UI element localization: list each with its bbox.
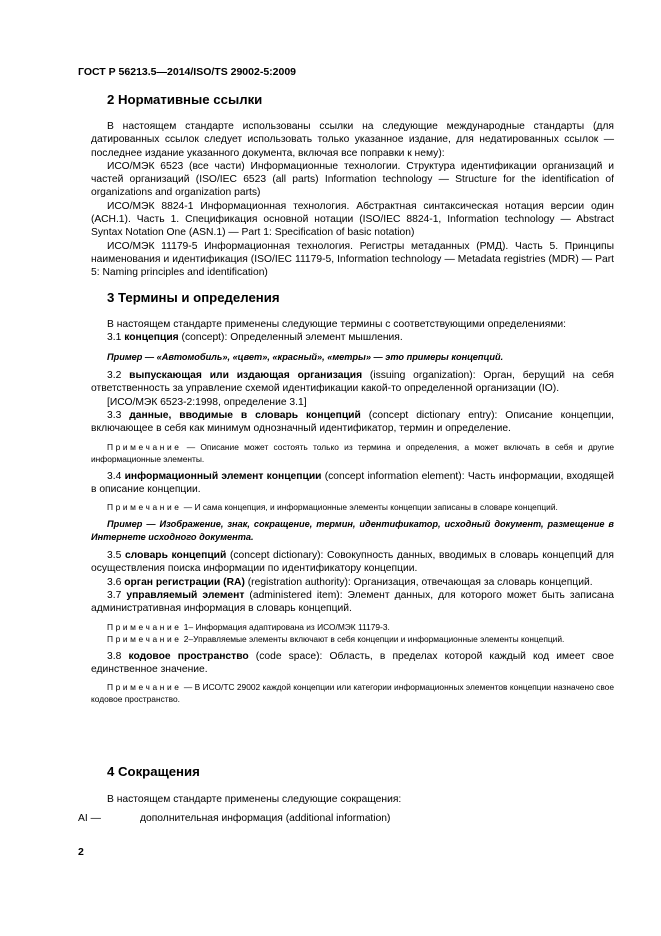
- section-4-title: 4 Сокращения: [107, 764, 200, 779]
- section-2-body: [91, 120, 614, 280]
- term-3-2-reference: [ИСО/МЭК 6523-2:1998, определение 3.1]: [107, 396, 307, 408]
- term-number: 3.7: [107, 590, 122, 602]
- term-3-7: [91, 589, 614, 616]
- s4-intro: В настоящем стандарте применены следующие сокращения:: [107, 794, 402, 805]
- term-number: 3.2: [107, 370, 122, 382]
- note-text: 1– Информация адаптирована из ИСО/МЭК 11179-3.: [181, 621, 390, 632]
- term-number: 3.3: [107, 409, 122, 421]
- note-label: Примечание: [107, 502, 182, 513]
- s2-paragraph: В настоящем стандарте использованы ссылки на следующие международные стандарты (для датированных ссылок следует использовать только указанное издание, для недатированных ссылок — последнее издание указанного документа, включая все поправки к нему):: [91, 121, 614, 159]
- example-2: Пример — Изображение, знак, сокращение, термин, идентификатор, исходный документ, размещение в Интернете исходного документа.: [91, 519, 614, 542]
- example-1: Пример — «Автомобиль», «цвет», «красный», «метры» — это примеры концепций.: [107, 351, 504, 362]
- section-3-title: 3 Термины и определения: [107, 290, 280, 305]
- term-definition: (concept information element): Часть информации, входящей в описание концепции.: [91, 470, 614, 495]
- term-definition: (concept dictionary entry): Описание концепции, включающее в себя как минимум однозначный идентификатор, термин и определение.: [91, 409, 614, 435]
- note-3-7-1: [91, 621, 614, 633]
- term-name: данные, вводимые в словарь концепций: [129, 409, 361, 421]
- term-definition: (registration authority): Организация, отвечающая за словарь концепций.: [244, 576, 593, 588]
- term-3-3: [91, 409, 614, 436]
- note-label: Примечание: [107, 441, 182, 452]
- term-3-2: [91, 369, 614, 396]
- term-number: 3.1: [107, 332, 122, 344]
- term-name: словарь концепций: [124, 550, 227, 562]
- note-3-3: [91, 441, 614, 465]
- s2-reference-8824: ИСО/МЭК 8824-1 Информационная технология. Абстрактная синтаксическая нотация версии один (АСН.1). Часть 1. Спецификация основной нотации (ISO/IEC 8824-1, Information technology — Abstract Syntax Notation One (ASN.1) — Part 1: Specification of basic notation): [91, 200, 614, 239]
- document-header: ГОСТ Р 56213.5—2014/ISO/TS 29002-5:2009: [78, 66, 297, 78]
- term-3-4: [91, 470, 614, 497]
- term-name: информационный элемент концепции: [124, 470, 322, 482]
- note-text: — В ИСО/ТС 29002 каждой концепции или категории информационных элементов концепции назначено свое кодовое пространство.: [91, 682, 614, 705]
- term-name: управляемый элемент: [126, 590, 245, 602]
- abbreviation-definition: дополнительная информация (additional information): [140, 813, 391, 824]
- term-3-8: [91, 650, 614, 677]
- s3-intro: В настоящем стандарте применены следующие термины с соответствующими определениями:: [107, 319, 567, 330]
- note-text: — Описание может состоять только из термина и определения, а может включать в себя и другие информационные элементы.: [91, 441, 614, 464]
- term-definition: (concept dictionary): Совокупность данных, вводимых в словарь концепций для осуществления поиска информации по идентификатору концепции.: [91, 550, 614, 575]
- term-number: 3.6: [107, 576, 122, 588]
- term-name: концепция: [124, 332, 179, 344]
- term-3-6: [91, 576, 614, 589]
- section-4-body: [91, 793, 614, 806]
- term-definition: (issuing organization): Орган, берущий на себя ответственность за управление схемой идентификации какой-то определенной организации (IO).: [91, 370, 614, 395]
- term-number: 3.8: [107, 650, 122, 662]
- term-name: орган регистрации (RA): [124, 576, 245, 588]
- note-text: — И сама концепция, и информационные элементы концепции записаны в словаре концепций.: [181, 502, 558, 513]
- term-definition: (code space): Область, в пределах которой каждый код имеет свое единственное значение.: [91, 650, 614, 675]
- note-3-4: [91, 501, 614, 513]
- term-name: кодовое пространство: [128, 650, 249, 662]
- note-3-7-2: [91, 633, 614, 645]
- term-number: 3.5: [107, 550, 122, 562]
- note-3-8: [91, 681, 614, 705]
- term-definition: (concept): Определенный элемент мышления.: [178, 332, 403, 344]
- term-number: 3.4: [107, 470, 122, 482]
- note-label: Примечание: [107, 682, 182, 693]
- term-definition: (administered item): Элемент данных, для которого может быть записана административная информация в словарь концепций.: [91, 590, 614, 615]
- section-2-title: 2 Нормативные ссылки: [107, 92, 263, 107]
- note-text: 2–Управляемые элементы включают в себя концепции и информационные элементы концепций.: [181, 633, 565, 644]
- term-3-5: [91, 549, 614, 576]
- note-label: Примечание: [107, 633, 182, 644]
- s2-reference-11179: ИСО/МЭК 11179-5 Информационная технология. Регистры метаданных (РМД). Часть 5. Принципы наименования и идентификация (ISO/IEC 11179-5, Information technology — Metadata registries (MDR) — Part 5: Naming principles and identification): [91, 240, 614, 279]
- section-3-body: [91, 318, 614, 705]
- s2-reference-6523: ИСО/МЭК 6523 (все части) Информационные технологии. Структура идентификации организаций и частей организаций (ISO/IEC 6523 (all parts) Information technology — Structure for the identification of organizations and organization parts): [91, 160, 614, 199]
- term-3-1: [91, 331, 614, 344]
- abbreviation-term: AI —: [78, 813, 101, 824]
- note-label: Примечание: [107, 621, 182, 632]
- term-name: выпускающая или издающая организация: [129, 370, 363, 382]
- page-number: 2: [78, 846, 84, 858]
